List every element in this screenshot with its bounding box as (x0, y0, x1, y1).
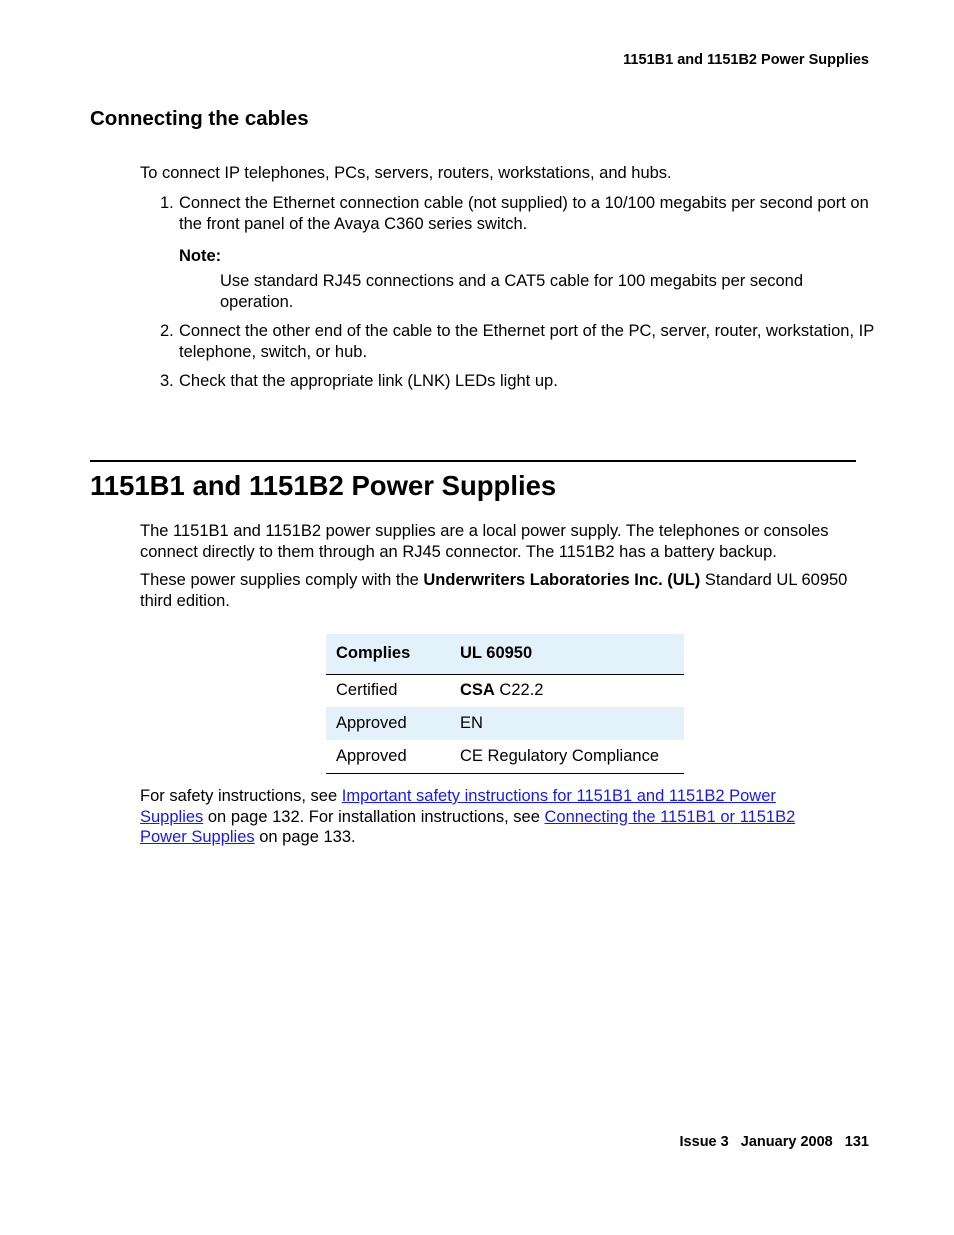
running-header: 1151B1 and 1151B2 Power Supplies (623, 52, 869, 68)
step-text: Connect the other end of the cable to the Ethernet port of the PC, server, router, workstation, IP telephone, switch, or hub. (179, 322, 874, 361)
safety-instructions-link[interactable]: Important safety instructions for 1151B1 and 1151B2 Power Supplies (140, 787, 776, 826)
footer-date: January 2008 (740, 1134, 833, 1150)
step-number: 2. (160, 322, 174, 340)
page-title: 1151B1 and 1151B2 Power Supplies (90, 470, 557, 501)
table-row (326, 707, 684, 740)
note-label: Note: (179, 247, 222, 265)
reference-text-pre: For safety instructions, see (140, 787, 342, 805)
table-row (326, 674, 684, 707)
compliance-org: Underwriters Laboratories Inc. (UL) (423, 571, 701, 589)
step-text: Check that the appropriate link (LNK) LEDs light up. (179, 372, 558, 390)
table-cell-value-text: C22.2 (494, 681, 544, 700)
table-cell-label: Approved (336, 714, 407, 732)
table-row (326, 740, 684, 773)
step-number: 3. (160, 372, 174, 390)
section-heading-connecting: Connecting the cables (90, 107, 309, 130)
page-number: 131 (844, 1134, 869, 1150)
step-item (160, 321, 880, 362)
compliance-paragraph (140, 570, 870, 611)
table-cell-label: Approved (326, 740, 450, 773)
reference-paragraph (140, 786, 840, 848)
compliance-table (326, 634, 684, 774)
table-cell-value (450, 707, 684, 740)
step-item (160, 371, 880, 392)
compliance-text-pre: These power supplies comply with the (140, 571, 424, 589)
table-cell-label: Certified (336, 681, 398, 700)
footer-issue: Issue 3 (679, 1134, 729, 1150)
intro-text: To connect IP telephones, PCs, servers, routers, workstations, and hubs. (140, 164, 672, 182)
reference-text-post: on page 133. (254, 828, 356, 846)
table-header-cell: Complies (326, 634, 450, 674)
step-number: 1. (160, 194, 174, 212)
compliance-text-post: Standard UL 60950 third edition. (140, 571, 848, 610)
page-footer (680, 1134, 869, 1150)
step-text: Connect the Ethernet connection cable (not supplied) to a 10/100 megabits per second port on the front panel of the Avaya C360 series switch. (179, 194, 869, 233)
description-paragraph: The 1151B1 and 1151B2 power supplies are a local power supply. The telephones or consoles connect directly to them through an RJ45 connector. The 1151B2 has a battery backup. (140, 522, 829, 561)
table-cell-value-text: CE Regulatory Compliance (460, 746, 660, 765)
reference-text-mid: on page 132. For installation instructions, see (203, 807, 545, 826)
step-item (160, 193, 880, 234)
section-divider (90, 460, 856, 462)
table-cell-value (450, 740, 684, 773)
table-cell-value-bold: CSA (460, 681, 495, 700)
note-text: Use standard RJ45 connections and a CAT5 cable for 100 megabits per second operation. (220, 272, 804, 311)
table-cell-value-text: EN (460, 714, 483, 732)
table-header-cell: UL 60950 (450, 634, 684, 674)
installation-link[interactable]: Connecting the 1151B1 or 1151B2 Power Supplies (140, 807, 796, 846)
table-cell-value (450, 674, 684, 707)
table-header-row (326, 634, 684, 674)
